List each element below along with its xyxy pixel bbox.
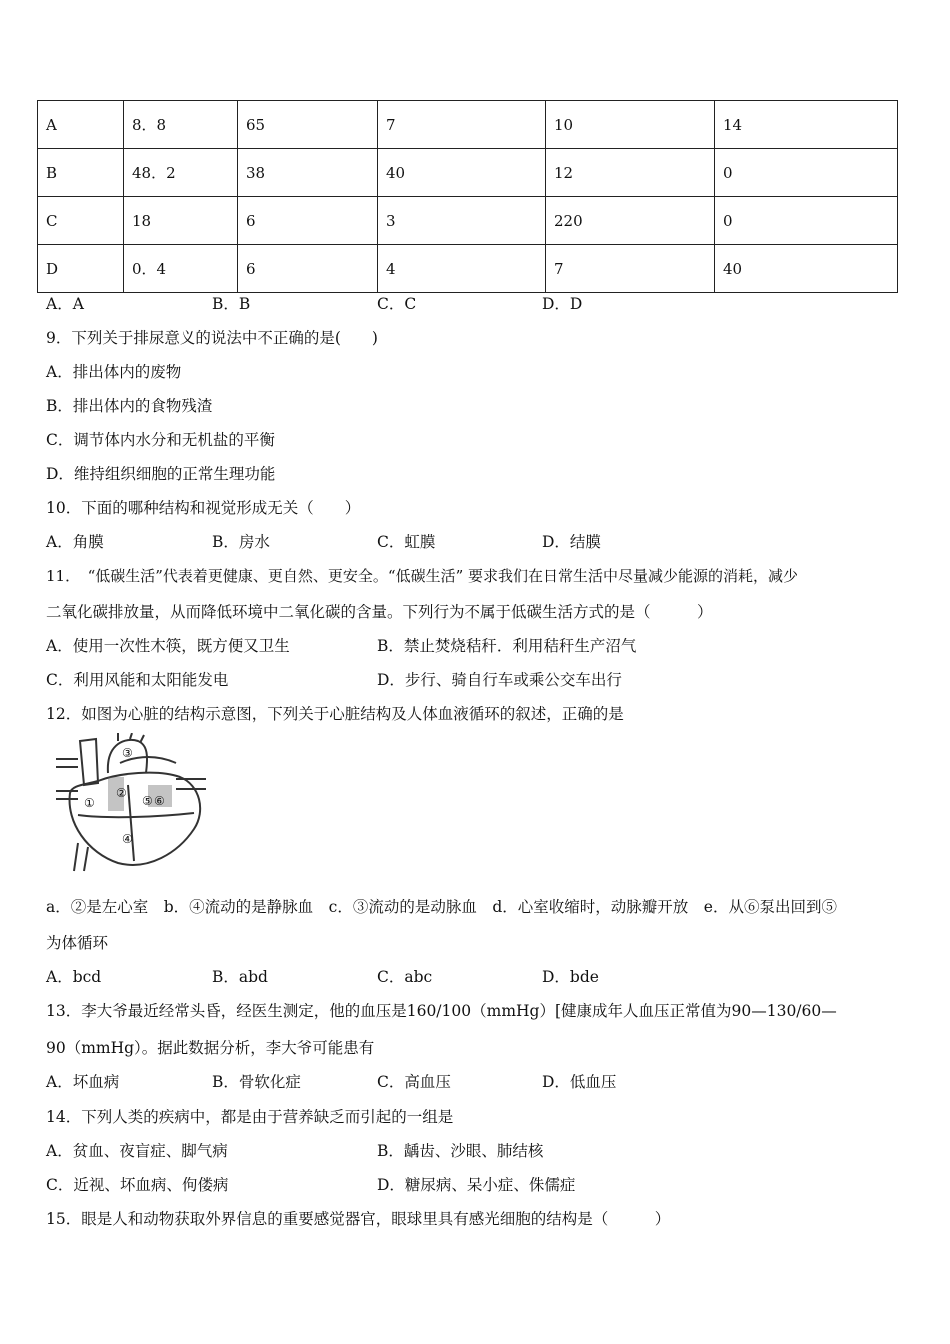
q8-option-c[interactable]: C．C (377, 295, 417, 313)
valve-line (78, 813, 194, 817)
table-row (38, 197, 898, 245)
table-cell: D (38, 245, 124, 293)
q10-option-c[interactable]: C．虹膜 (377, 533, 436, 551)
q9-stem: 9．下列关于排尿意义的说法中不正确的是( ) (46, 329, 378, 347)
q8-option-b[interactable]: B．B (212, 295, 251, 313)
q13-stem-line1: 13．李大爷最近经常头昏，经医生测定，他的血压是160/100（mmHg）[健康成年人血压正常值为90—130/60— (46, 1002, 837, 1020)
q8-option-a[interactable]: A．A (46, 295, 84, 313)
table-cell: 7 (378, 101, 546, 149)
q13-option-a[interactable]: A．坏血病 (46, 1073, 120, 1091)
q15-stem: 15．眼是人和动物获取外界信息的重要感觉器官，眼球里具有感光细胞的结构是（ ） (46, 1210, 671, 1228)
table-cell: 0．4 (124, 245, 238, 293)
q14-stem: 14．下列人类的疾病中，都是由于营养缺乏而引起的一组是 (46, 1108, 454, 1126)
q9-option-a[interactable]: A．排出体内的废物 (46, 363, 182, 381)
q11-stem-line1: 11． “低碳生活”代表着更健康、更自然、更安全。“低碳生活” 要求我们在日常生活中尽量减少能源的消耗，减少 (46, 567, 799, 585)
table-cell: 18 (124, 197, 238, 245)
table-cell: 8．8 (124, 101, 238, 149)
label-5: ⑤ (142, 794, 153, 808)
q11-option-a[interactable]: A．使用一次性木筷，既方便又卫生 (46, 637, 290, 655)
table-cell: 0 (715, 197, 898, 245)
q13-option-d[interactable]: D．低血压 (542, 1073, 617, 1091)
table-cell: A (38, 101, 124, 149)
q12-stem: 12．如图为心脏的结构示意图，下列关于心脏结构及人体血液循环的叙述，正确的是 (46, 705, 624, 723)
q11-option-d[interactable]: D．步行、骑自行车或乘公交车出行 (377, 671, 622, 689)
table-cell: 40 (378, 149, 546, 197)
table-cell: 10 (546, 101, 715, 149)
q13-option-c[interactable]: C．高血压 (377, 1073, 451, 1091)
heart-outline (70, 773, 201, 865)
q12-option-b[interactable]: B．abd (212, 968, 268, 986)
pulmonary-vein-left (56, 759, 78, 799)
q10-option-a[interactable]: A．角膜 (46, 533, 104, 551)
q11-option-b[interactable]: B．禁止焚烧秸秆．利用秸秆生产沼气 (377, 637, 637, 655)
q14-option-a[interactable]: A．贫血、夜盲症、脚气病 (46, 1142, 228, 1160)
q13-stem-line2: 90（mmHg）。据此数据分析，李大爷可能患有 (46, 1039, 375, 1057)
data-table (37, 100, 898, 293)
table-cell: 40 (715, 245, 898, 293)
table-cell: 48．2 (124, 149, 238, 197)
table-cell: 65 (238, 101, 378, 149)
q8-option-d[interactable]: D．D (542, 295, 583, 313)
table-cell: 4 (378, 245, 546, 293)
label-3: ③ (122, 746, 133, 760)
q14-option-d[interactable]: D．糖尿病、呆小症、侏儒症 (377, 1176, 576, 1194)
table-cell: 6 (238, 245, 378, 293)
table-cell: 7 (546, 245, 715, 293)
q12-statements-line2: 为体循环 (46, 934, 109, 952)
septum-shape (128, 785, 134, 861)
inferior-vena-cava (74, 843, 88, 871)
table-row (38, 245, 898, 293)
q12-statements-line1: a．②是左心室 b．④流动的是静脉血 c．③流动的是动脉血 d．心室收缩时，动脉瓣开放 e．从⑥泵出回到⑤ (46, 898, 837, 916)
q10-option-b[interactable]: B．房水 (212, 533, 270, 551)
label-2: ② (116, 786, 127, 800)
q12-option-d[interactable]: D．bde (542, 968, 599, 986)
q9-option-c[interactable]: C．调节体内水分和无机盐的平衡 (46, 431, 275, 449)
q12-option-c[interactable]: C．abc (377, 968, 433, 986)
table-row (38, 101, 898, 149)
q10-stem: 10．下面的哪种结构和视觉形成无关（ ） (46, 499, 361, 517)
q11-stem-line2: 二氧化碳排放量，从而降低环境中二氧化碳的含量。下列行为不属于低碳生活方式的是（ ） (46, 603, 713, 621)
heart-diagram (48, 733, 210, 873)
label-6: ⑥ (154, 794, 165, 808)
q11-option-c[interactable]: C．利用风能和太阳能发电 (46, 671, 229, 689)
q14-option-b[interactable]: B．龋齿、沙眼、肺结核 (377, 1142, 544, 1160)
q9-option-d[interactable]: D．维持组织细胞的正常生理功能 (46, 465, 276, 483)
table-cell: 38 (238, 149, 378, 197)
table-cell: B (38, 149, 124, 197)
table-cell: 220 (546, 197, 715, 245)
q14-option-c[interactable]: C．近视、坏血病、佝偻病 (46, 1176, 229, 1194)
table-cell: 12 (546, 149, 715, 197)
table-cell: C (38, 197, 124, 245)
q12-option-a[interactable]: A．bcd (46, 968, 102, 986)
table-cell: 14 (715, 101, 898, 149)
q10-option-d[interactable]: D．结膜 (542, 533, 601, 551)
vena-cava-shape (80, 739, 98, 785)
label-4: ④ (122, 832, 133, 846)
q9-option-b[interactable]: B．排出体内的食物残渣 (46, 397, 213, 415)
q13-option-b[interactable]: B．骨软化症 (212, 1073, 301, 1091)
table-cell: 6 (238, 197, 378, 245)
table-cell: 0 (715, 149, 898, 197)
table-row (38, 149, 898, 197)
table-cell: 3 (378, 197, 546, 245)
label-1: ① (84, 796, 95, 810)
